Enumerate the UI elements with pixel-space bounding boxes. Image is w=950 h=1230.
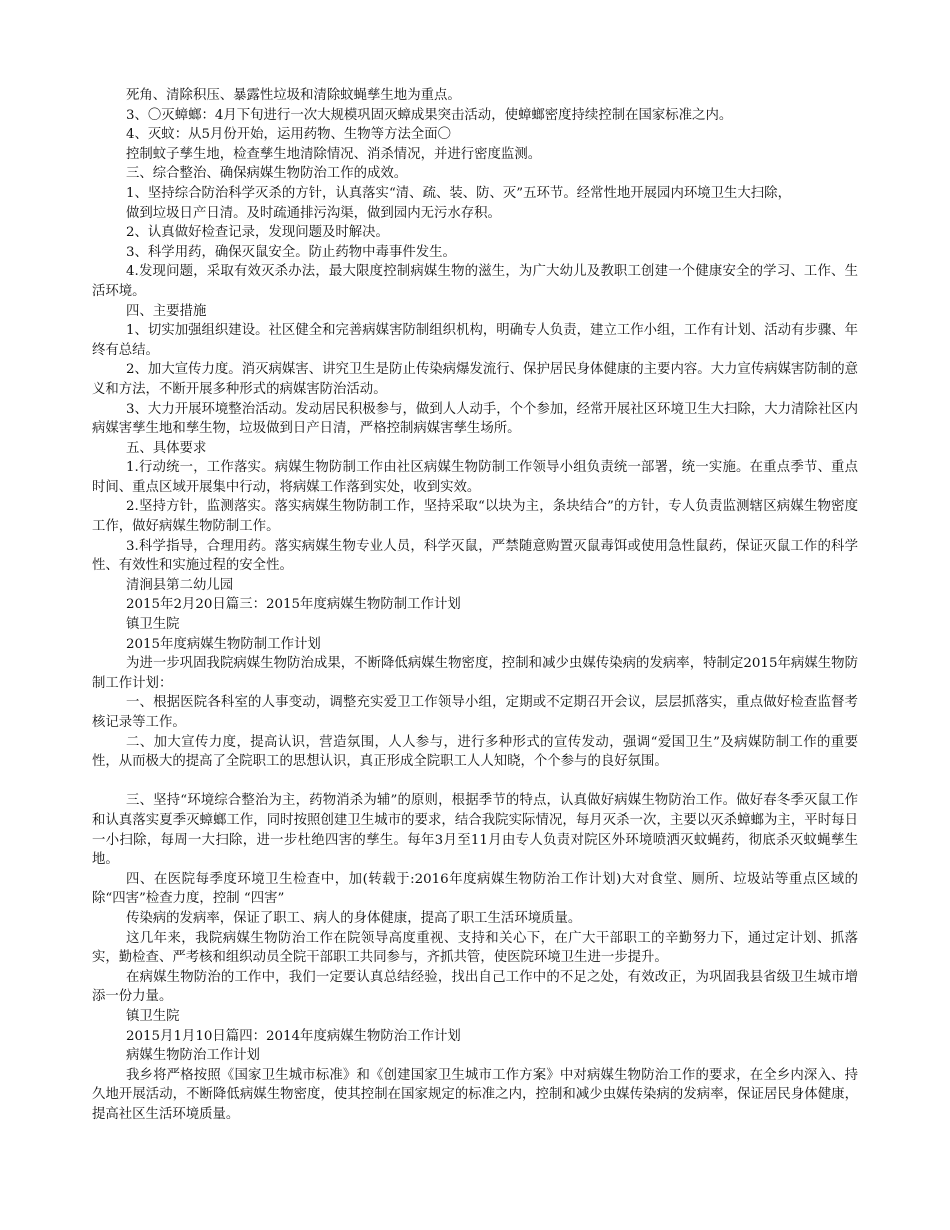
blank-line (92, 772, 858, 792)
section-heading: 三、综合整治、确保病媒生物防治工作的成效。 (126, 166, 408, 182)
paragraph: 一、根据医院各科室的人事变动，调整充实爱卫工作领导小组，定期或不定期召开会议，层层抓落实，重点做好检查监督考核记录等工作。 (92, 695, 858, 730)
paragraph: 传染病的发病率，保证了职工、病人的身体健康，提高了职工生活环境质量。 (126, 910, 582, 926)
paragraph: 2、加大宣传力度。消灭病媒害、讲究卫生是防止传染病爆发流行、保护居民身体健康的主要内容。大力宣传病媒害防制的意义和方法，不断开展多种形式的病媒害防治活动。 (92, 362, 858, 397)
section-heading: 四、主要措施 (126, 303, 207, 319)
paragraph: 4.发现问题，采取有效灭杀办法，最大限度控制病媒生物的滋生，为广大幼儿及教职工创建一个健康安全的学习、工作、生活环境。 (92, 264, 858, 299)
paragraph: 三、坚持“环境综合整治为主，药物消杀为辅”的原则，根据季节的特点，认真做好病媒生物防治工作。做好春冬季灭鼠工作和认真落实夏季灭蟑螂工作，同时按照创建卫生城市的要求，结合我院实际情况，每月灭杀一次，主要以灭杀蟑螂为主，平时每日一小扫除，每周一大扫除，进一步杜绝四害的孳生。每年3月至11月由专人负责对院区外环境喷洒灭蚊蝇药，彻底杀灭蚊蝇孳生地。 (92, 793, 858, 868)
paragraph: 这几年来，我院病媒生物防治工作在院领导高度重视、支持和关心下，在广大干部职工的辛勤努力下，通过定计划、抓落实，勤检查、严考核和组织动员全院干部职工共同参与，齐抓共管，使医院环境卫生进一步提升。 (92, 930, 858, 966)
paragraph: 我乡将严格按照《国家卫生城市标准》和《创建国家卫生城市工作方案》中对病媒生物防治工作的要求，在全乡内深入、持久地开展活动，不断降低病媒生物密度，使其控制在国家规定的标准之内，控制和减少虫媒传染病的发病率，保证居民身体健康，提高社区生活环境质量。 (92, 1067, 858, 1122)
paragraph: 3、〇灭蟑螂：4月下旬进行一次大规模巩固灭蟑成果突击活动，使蟑螂密度持续控制在国家标准之内。 (126, 107, 733, 123)
paragraph: 控制蚊子孳生地，检查孳生地清除情况、消杀情况，并进行密度监测。 (126, 146, 542, 162)
paragraph: 3、大力开展环境整治活动。发动居民积极参与，做到人人动手，个个参加，经常开展社区环境卫生大扫除，大力清除社区内病媒害孳生地和孳生物，垃圾做到日产日清，严格控制病媒害孳生场所。 (92, 401, 858, 437)
organization-name: 镇卫生院 (126, 1008, 180, 1024)
organization-name: 镇卫生院 (126, 617, 180, 633)
paragraph: 3、科学用药，确保灭鼠安全。防止药物中毒事件发生。 (126, 244, 456, 260)
plan-title: 2015年度病媒生物防制工作计划 (126, 636, 321, 652)
paragraph: 二、加大宣传力度，提高认识，营造氛围，人人参与，进行多种形式的宣传发动，强调“爱国卫生”及病媒防制工作的重要性，从而极大的提高了全院职工的思想认识，真正形成全院职工人人知晓，个个参与的良好氛围。 (92, 734, 858, 770)
paragraph: 1、切实加强组织建设。社区健全和完善病媒害防制组织机构，明确专人负责，建立工作小组，工作有计划、活动有步骤、年终有总结。 (92, 323, 858, 358)
organization-name: 清涧县第二幼儿园 (126, 577, 234, 593)
paragraph: 做到垃圾日产日清。及时疏通排污沟渠，做到园内无污水存积。 (126, 205, 501, 221)
date-title-line: 2015月1月10日篇四：2014年度病媒生物防治工作计划 (126, 1028, 461, 1044)
section-heading: 五、具体要求 (126, 440, 207, 456)
paragraph: 2.坚持方针，监测落实。落实病媒生物防制工作，坚持采取“以块为主，条块结合”的方针，专人负责监测辖区病媒生物密度工作，做好病媒生物防制工作。 (92, 499, 858, 535)
paragraph: 1、坚持综合防治科学灭杀的方针，认真落实“清、疏、装、防、灭”五环节。经常性地开展园内环境卫生大扫除， (126, 185, 791, 201)
paragraph: 2、认真做好检查记录，发现问题及时解决。 (126, 225, 389, 241)
paragraph: 为进一步巩固我院病媒生物防治成果，不断降低病媒生物密度，控制和减少虫媒传染病的发病率，特制定2015年病媒生物防制工作计划： (92, 656, 858, 691)
paragraph: 在病媒生物防治的工作中，我们一定要认真总结经验，找出自己工作中的不足之处，有效改正，为巩固我县省级卫生城市增添一份力量。 (92, 969, 858, 1005)
plan-title: 病媒生物防治工作计划 (126, 1048, 260, 1064)
paragraph: 3.科学指导，合理用药。落实病媒生物专业人员，科学灭鼠，严禁随意购置灭鼠毒饵或使用急性鼠药，保证灭鼠工作的科学性、有效性和实施过程的安全性。 (92, 538, 858, 574)
paragraph: 1.行动统一，工作落实。病媒生物防制工作由社区病媒生物防制工作领导小组负责统一部署，统一实施。在重点季节、重点时间、重点区域开展集中行动，将病媒工作落到实处，收到实效。 (92, 460, 858, 495)
paragraph: 死角、清除积压、暴露性垃圾和清除蚊蝇孳生地为重点。 (126, 88, 461, 103)
paragraph: 四、在医院每季度环境卫生检查中，加(转载于:2016年度病媒生物防治工作计划)大对食堂、厕所、垃圾站等重点区域的除“四害”检查力度，控制 “四害” (92, 871, 858, 907)
paragraph: 4、灭蚊：从5月份开始，运用药物、生物等方法全面〇 (126, 127, 452, 143)
date-title-line: 2015年2月20日篇三：2015年度病媒生物防制工作计划 (126, 597, 461, 613)
